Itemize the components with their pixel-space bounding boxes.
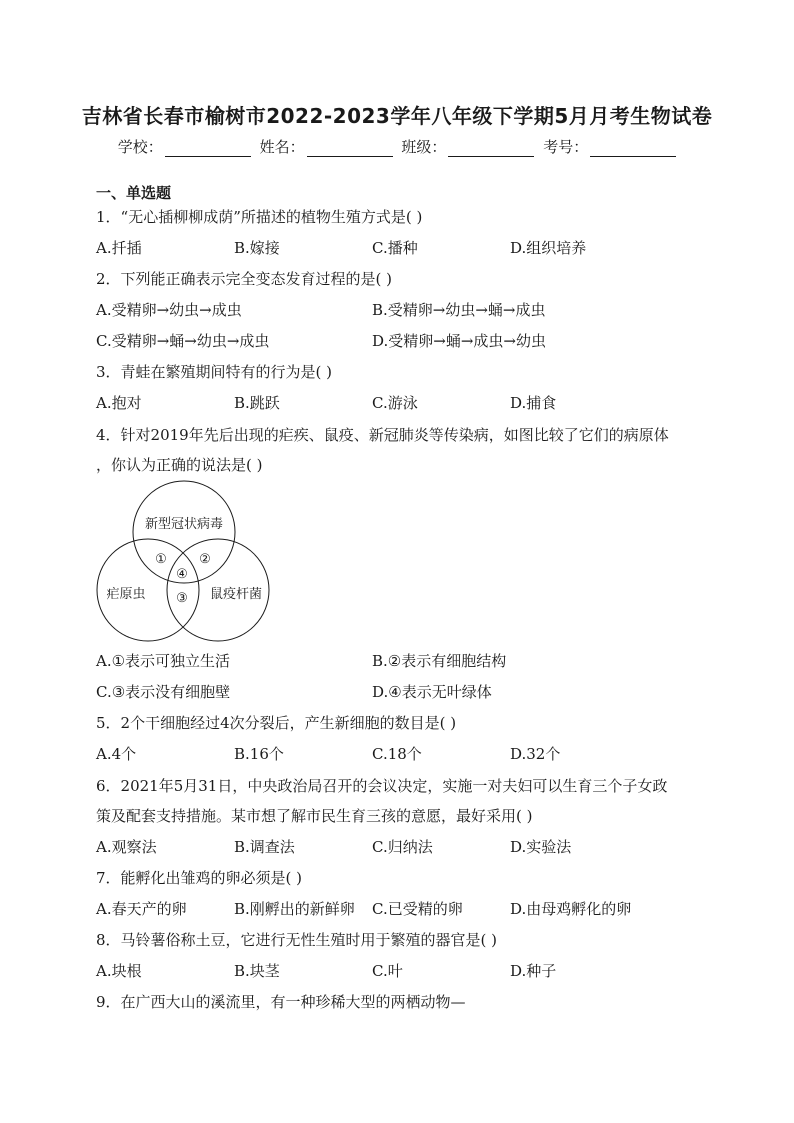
q5-option-d: D.32个 — [510, 745, 561, 763]
q2-option-a: A.受精卵→幼虫→成虫 — [96, 301, 242, 319]
q8-option-b: B.块茎 — [234, 962, 280, 980]
q5-option-b: B.16个 — [234, 745, 284, 763]
q2-option-c: C.受精卵→蛹→幼虫→成虫 — [96, 332, 270, 350]
venn-label-virus: 新型冠状病毒 — [144, 517, 224, 532]
q4-option-d: D.④表示无叶绿体 — [372, 683, 492, 701]
q1-option-a: A.扦插 — [96, 239, 142, 257]
q2-option-b: B.受精卵→幼虫→蛹→成虫 — [372, 301, 546, 319]
page-title: 吉林省长春市榆树市2022-2023学年八年级下学期5月月考生物试卷 — [81, 104, 713, 128]
q2-option-d: D.受精卵→蛹→成虫→幼虫 — [372, 332, 546, 350]
exam-no-field: 考号： — [543, 136, 676, 157]
q3-option-d: D.捕食 — [510, 394, 557, 412]
q8-option-d: D.种子 — [510, 962, 557, 980]
q7-option-c: C.已受精的卵 — [372, 900, 463, 918]
question-7: 7．能孵化出雏鸡的卵必须是( ) — [96, 869, 303, 887]
student-info-line — [0, 136, 794, 157]
venn-region-1: ① — [155, 552, 167, 567]
q7-option-a: A.春天产的卵 — [96, 900, 187, 918]
venn-region-4: ④ — [176, 567, 188, 582]
q6-option-c: C.归纳法 — [372, 838, 433, 856]
q8-option-c: C.叶 — [372, 962, 403, 980]
question-6-line-1: 6．2021年5月31日，中央政治局召开的会议决定，实施一对夫妇可以生育三个子女政 — [96, 777, 668, 795]
question-2: 2．下列能正确表示完全变态发育过程的是( ) — [96, 270, 393, 288]
q3-option-c: C.游泳 — [372, 394, 418, 412]
venn-region-3: ③ — [176, 591, 188, 606]
question-4-line-1: 4．针对2019年先后出现的疟疾、鼠疫、新冠肺炎等传染病，如图比较了它们的病原体 — [96, 426, 669, 444]
question-8: 8．马铃薯俗称土豆，它进行无性生殖时用于繁殖的器官是( ) — [96, 931, 498, 949]
q5-option-a: A.4个 — [96, 745, 137, 763]
question-3: 3．青蛙在繁殖期间特有的行为是( ) — [96, 363, 333, 381]
q4-option-c: C.③表示没有细胞壁 — [96, 683, 231, 701]
q5-option-c: C.18个 — [372, 745, 422, 763]
q4-option-a: A.①表示可独立生活 — [96, 652, 231, 670]
question-6-line-2: 策及配套支持措施。某市想了解市民生育三孩的意愿，最好采用( ) — [96, 807, 533, 825]
venn-diagram — [92, 478, 282, 646]
school-blank[interactable] — [165, 140, 251, 157]
q8-option-a: A.块根 — [96, 962, 142, 980]
school-field: 学校： — [118, 136, 251, 157]
q6-option-b: B.调查法 — [234, 838, 295, 856]
question-9: 9．在广西大山的溪流里，有一种珍稀大型的两栖动物— — [96, 993, 466, 1011]
class-field: 班级： — [401, 136, 534, 157]
q1-option-c: C.播种 — [372, 239, 418, 257]
venn-region-2: ② — [199, 552, 211, 567]
q3-option-a: A.抱对 — [96, 394, 142, 412]
question-4-line-2: ，你认为正确的说法是( ) — [96, 456, 263, 474]
q4-option-b: B.②表示有细胞结构 — [372, 652, 507, 670]
question-1: 1．“无心插柳柳成荫”所描述的植物生殖方式是( ) — [96, 208, 423, 226]
venn-label-bacillus: 鼠疫杆菌 — [209, 587, 263, 602]
name-field: 姓名： — [260, 136, 393, 157]
q1-option-d: D.组织培养 — [510, 239, 587, 257]
exam-no-blank[interactable] — [590, 140, 676, 157]
venn-label-plasmodium: 疟原虫 — [106, 587, 146, 602]
q6-option-a: A.观察法 — [96, 838, 157, 856]
section-heading: 一、单选题 — [96, 184, 172, 202]
name-blank[interactable] — [307, 140, 393, 157]
question-5: 5．2个干细胞经过4次分裂后，产生新细胞的数目是( ) — [96, 714, 457, 732]
class-blank[interactable] — [448, 140, 534, 157]
q7-option-b: B.刚孵出的新鲜卵 — [234, 900, 355, 918]
q6-option-d: D.实验法 — [510, 838, 572, 856]
q1-option-b: B.嫁接 — [234, 239, 280, 257]
q7-option-d: D.由母鸡孵化的卵 — [510, 900, 632, 918]
q3-option-b: B.跳跃 — [234, 394, 280, 412]
